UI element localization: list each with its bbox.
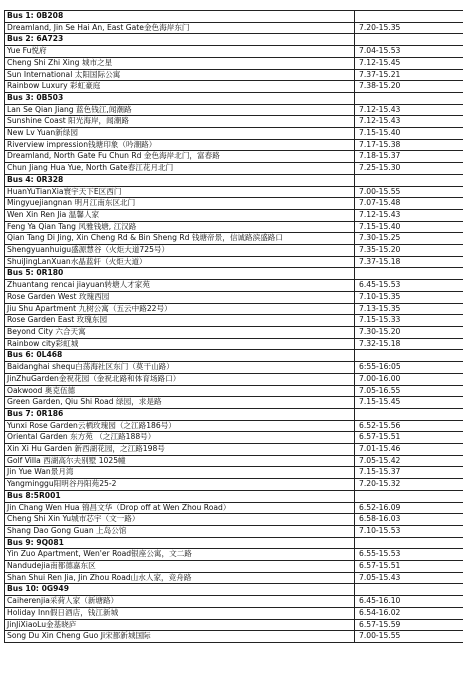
stop-location: Wen Xin Ren Jia 温馨人家 bbox=[5, 209, 355, 221]
stop-location: Shang Dao Gong Guan 上岛公馆 bbox=[5, 525, 355, 537]
stop-row bbox=[5, 444, 463, 456]
stop-row bbox=[5, 69, 463, 81]
stop-location: Chun Jiang Hua Yue, North Gate春江花月北门 bbox=[5, 163, 355, 175]
stop-location: Yangminggu阳明谷丹阳苑25-2 bbox=[5, 479, 355, 491]
stop-time: 7.12-15.45 bbox=[355, 57, 463, 69]
stop-time: 6.54-16.02 bbox=[355, 607, 463, 619]
stop-time: 7.00-15.55 bbox=[355, 186, 463, 198]
bus-header-time-cell bbox=[355, 584, 463, 596]
stop-location: New Lv Yuan新绿园 bbox=[5, 128, 355, 140]
stop-time: 7.05-15.43 bbox=[355, 572, 463, 584]
stop-location: Oakwood 奥克伍德 bbox=[5, 385, 355, 397]
stop-location: Shan Shui Ren Jia, Jin Zhou Road山水人家，竞舟路 bbox=[5, 572, 355, 584]
stop-time: 7.37-15.21 bbox=[355, 69, 463, 81]
bus-label: Bus 1: 0B208 bbox=[5, 11, 355, 23]
stop-time: 7.10-15.35 bbox=[355, 291, 463, 303]
stop-row bbox=[5, 607, 463, 619]
stop-row bbox=[5, 280, 463, 292]
bus-schedule-sheet bbox=[4, 10, 458, 643]
stop-time: 7.13-15.35 bbox=[355, 303, 463, 315]
bus-header-row bbox=[5, 584, 463, 596]
stop-row bbox=[5, 81, 463, 93]
stop-row bbox=[5, 479, 463, 491]
stop-location: Jin Chang Wen Hua 锦昌文华（Drop off at Wen Zhou Road） bbox=[5, 502, 355, 514]
stop-location: Nandudejia南都德嘉东区 bbox=[5, 561, 355, 573]
stop-row bbox=[5, 362, 463, 374]
stop-time: 7.15-15.45 bbox=[355, 397, 463, 409]
stop-location: Beyond City 六合天寓 bbox=[5, 326, 355, 338]
stop-location: Holiday Inn假日酒店，钱江新城 bbox=[5, 607, 355, 619]
stop-row bbox=[5, 502, 463, 514]
schedule-rows bbox=[5, 11, 463, 643]
stop-row bbox=[5, 572, 463, 584]
stop-row bbox=[5, 549, 463, 561]
bus-label: Bus 5: 0R180 bbox=[5, 268, 355, 280]
stop-time: 6.57-15.51 bbox=[355, 561, 463, 573]
stop-row bbox=[5, 303, 463, 315]
stop-location: Xin Xi Hu Garden 新西湖花园，之江路198号 bbox=[5, 444, 355, 456]
stop-row bbox=[5, 221, 463, 233]
stop-location: Baidanghai shequ白荡海社区东门（莫干山路） bbox=[5, 362, 355, 374]
stop-time: 7.12-15.43 bbox=[355, 116, 463, 128]
stop-time: 6.55-15.53 bbox=[355, 549, 463, 561]
stop-location: Sun International 太阳国际公寓 bbox=[5, 69, 355, 81]
stop-location: Dreamland, North Gate Fu Chun Rd 金色海岸北门，富春路 bbox=[5, 151, 355, 163]
stop-location: Cheng Shi Xin Yu城市芯宇（文一路） bbox=[5, 514, 355, 526]
stop-location: Mingyuejiangnan 明月江南东区北门 bbox=[5, 198, 355, 210]
stop-location: Qian Tang Di Jing, Xin Cheng Rd & Bin Sheng Rd 钱塘帝景，信诚路滨盛路口 bbox=[5, 233, 355, 245]
bus-header-time-cell bbox=[355, 537, 463, 549]
bus-label: Bus 4: 0R328 bbox=[5, 174, 355, 186]
bus-header-time-cell bbox=[355, 408, 463, 420]
stop-row bbox=[5, 420, 463, 432]
stop-row bbox=[5, 326, 463, 338]
stop-time: 7.18-15.37 bbox=[355, 151, 463, 163]
bus-header-time-cell bbox=[355, 268, 463, 280]
stop-time: 7.17-15.38 bbox=[355, 139, 463, 151]
stop-row bbox=[5, 233, 463, 245]
stop-row bbox=[5, 22, 463, 34]
stop-location: Jiu Shu Apartment 九树公寓（五云中路22号） bbox=[5, 303, 355, 315]
stop-time: 7.20-15.32 bbox=[355, 479, 463, 491]
stop-time: 7.20-15.35 bbox=[355, 22, 463, 34]
bus-label: Bus 10: 0G949 bbox=[5, 584, 355, 596]
stop-row bbox=[5, 256, 463, 268]
stop-location: Jin Yue Wan景月湾 bbox=[5, 467, 355, 479]
stop-time: 6.45-15.53 bbox=[355, 280, 463, 292]
bus-label: Bus 9: 9Q081 bbox=[5, 537, 355, 549]
stop-location: Rainbow Luxury 彩虹豪庭 bbox=[5, 81, 355, 93]
stop-row bbox=[5, 596, 463, 608]
stop-row bbox=[5, 514, 463, 526]
stop-row bbox=[5, 338, 463, 350]
stop-location: Yin Zuo Apartment, Wen'er Road银座公寓，文二路 bbox=[5, 549, 355, 561]
stop-time: 7.00-16.00 bbox=[355, 373, 463, 385]
stop-row bbox=[5, 163, 463, 175]
stop-time: 7.05-15.42 bbox=[355, 455, 463, 467]
bus-header-time-cell bbox=[355, 11, 463, 23]
stop-time: 6.52-16.09 bbox=[355, 502, 463, 514]
stop-row bbox=[5, 525, 463, 537]
stop-row bbox=[5, 46, 463, 58]
bus-label: Bus 3: 0B503 bbox=[5, 92, 355, 104]
bus-header-row bbox=[5, 408, 463, 420]
bus-header-row bbox=[5, 350, 463, 362]
bus-label: Bus 7: 0R186 bbox=[5, 408, 355, 420]
bus-header-time-cell bbox=[355, 490, 463, 502]
stop-location: JinZhuGarden金祝花园（金祝北路和体育场路口） bbox=[5, 373, 355, 385]
stop-time: 6:55-16:05 bbox=[355, 362, 463, 374]
stop-location: Oriental Garden 东方苑 （之江路188号） bbox=[5, 432, 355, 444]
bus-header-time-cell bbox=[355, 174, 463, 186]
stop-row bbox=[5, 104, 463, 116]
stop-time: 7.15-15.37 bbox=[355, 467, 463, 479]
stop-location: Yunxi Rose Garden云栖玫瑰园（之江路186号） bbox=[5, 420, 355, 432]
stop-time: 7.10-15.53 bbox=[355, 525, 463, 537]
stop-time: 7.37-15.18 bbox=[355, 256, 463, 268]
stop-time: 7.15-15.40 bbox=[355, 128, 463, 140]
bus-header-row bbox=[5, 268, 463, 280]
stop-time: 7.15-15.40 bbox=[355, 221, 463, 233]
stop-time: 7.04-15.53 bbox=[355, 46, 463, 58]
stop-location: JinJiXiaoLu金基晓庐 bbox=[5, 619, 355, 631]
stop-location: Feng Ya Qian Tang 风雅钱塘, 江汉路 bbox=[5, 221, 355, 233]
stop-time: 7.05-16.55 bbox=[355, 385, 463, 397]
stop-row bbox=[5, 631, 463, 643]
stop-row bbox=[5, 186, 463, 198]
stop-time: 7.30-15.20 bbox=[355, 326, 463, 338]
bus-schedule-table bbox=[4, 10, 463, 643]
bus-header-time-cell bbox=[355, 34, 463, 46]
stop-location: Zhuantang rencai jiayuan转塘人才家苑 bbox=[5, 280, 355, 292]
stop-time: 7.35-15.20 bbox=[355, 245, 463, 257]
stop-location: Yue Fu悦府 bbox=[5, 46, 355, 58]
stop-location: Rose Garden West 玫瑰西园 bbox=[5, 291, 355, 303]
bus-header-row bbox=[5, 174, 463, 186]
stop-location: Riverview impression钱塘印象（吟潮路） bbox=[5, 139, 355, 151]
stop-time: 7.12-15.43 bbox=[355, 209, 463, 221]
bus-header-row bbox=[5, 34, 463, 46]
stop-row bbox=[5, 291, 463, 303]
stop-row bbox=[5, 198, 463, 210]
stop-location: Lan Se Qian Jiang 蓝色钱江,闻潮路 bbox=[5, 104, 355, 116]
stop-location: Rose Garden East 玫瑰东园 bbox=[5, 315, 355, 327]
stop-location: Caiherenjia采荷人家（新塘路） bbox=[5, 596, 355, 608]
stop-row bbox=[5, 432, 463, 444]
stop-row bbox=[5, 245, 463, 257]
stop-location: Sunshine Coast 阳光海岸，闻潮路 bbox=[5, 116, 355, 128]
stop-row bbox=[5, 455, 463, 467]
stop-time: 6.45-16.10 bbox=[355, 596, 463, 608]
bus-header-time-cell bbox=[355, 92, 463, 104]
stop-location: Song Du Xin Cheng Guo Ji宋都新城国际 bbox=[5, 631, 355, 643]
stop-row bbox=[5, 397, 463, 409]
bus-label: Bus 8:5R001 bbox=[5, 490, 355, 502]
stop-location: ShuiJingLanXuan水晶蓝轩（火炬大道） bbox=[5, 256, 355, 268]
stop-time: 6.52-15.56 bbox=[355, 420, 463, 432]
bus-header-time-cell bbox=[355, 350, 463, 362]
stop-row bbox=[5, 561, 463, 573]
stop-location: Dreamland, Jin Se Hai An, East Gate金色海岸东门 bbox=[5, 22, 355, 34]
stop-time: 6.58-16.03 bbox=[355, 514, 463, 526]
stop-location: Cheng Shi Zhi Xing 城市之星 bbox=[5, 57, 355, 69]
stop-row bbox=[5, 467, 463, 479]
stop-location: Golf Villa 西湖高尔夫别墅 1025幢 bbox=[5, 455, 355, 467]
stop-time: 7.07-15.48 bbox=[355, 198, 463, 210]
stop-time: 6.57-15.51 bbox=[355, 432, 463, 444]
stop-row bbox=[5, 209, 463, 221]
stop-location: HuanYuTianXia寰宇天下E区西门 bbox=[5, 186, 355, 198]
bus-header-row bbox=[5, 11, 463, 23]
stop-row bbox=[5, 385, 463, 397]
stop-time: 7.25-15.30 bbox=[355, 163, 463, 175]
stop-time: 6.57-15.59 bbox=[355, 619, 463, 631]
stop-time: 7.38-15.20 bbox=[355, 81, 463, 93]
stop-row bbox=[5, 128, 463, 140]
stop-location: Green Garden, Qiu Shi Road 绿园，求是路 bbox=[5, 397, 355, 409]
stop-location: Rainbow city彩虹城 bbox=[5, 338, 355, 350]
stop-time: 7.00-15.55 bbox=[355, 631, 463, 643]
bus-header-row bbox=[5, 537, 463, 549]
stop-row bbox=[5, 315, 463, 327]
stop-row bbox=[5, 116, 463, 128]
stop-time: 7.15-15.33 bbox=[355, 315, 463, 327]
stop-time: 7.32-15.18 bbox=[355, 338, 463, 350]
stop-location: Shengyuanhuigu盛源慧谷（火炬大道725号） bbox=[5, 245, 355, 257]
stop-time: 7.01-15.46 bbox=[355, 444, 463, 456]
bus-header-row bbox=[5, 490, 463, 502]
stop-time: 7.12-15.43 bbox=[355, 104, 463, 116]
stop-row bbox=[5, 373, 463, 385]
stop-row bbox=[5, 151, 463, 163]
stop-row bbox=[5, 139, 463, 151]
bus-header-row bbox=[5, 92, 463, 104]
stop-time: 7.30-15.25 bbox=[355, 233, 463, 245]
bus-label: Bus 2: 6A723 bbox=[5, 34, 355, 46]
stop-row bbox=[5, 57, 463, 69]
stop-row bbox=[5, 619, 463, 631]
bus-label: Bus 6: 0L468 bbox=[5, 350, 355, 362]
